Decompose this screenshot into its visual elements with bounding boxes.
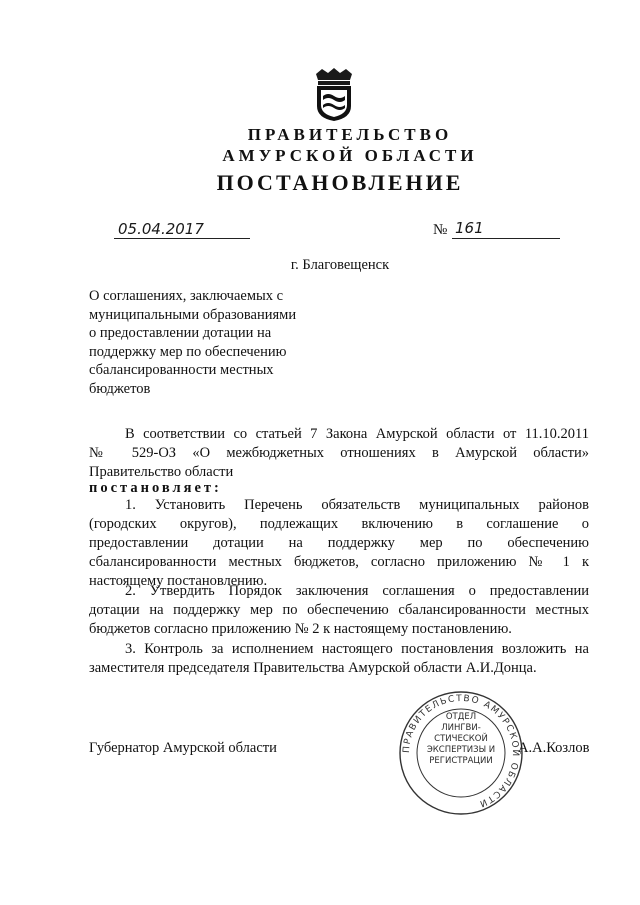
stamp-line: ЛИНГВИ- xyxy=(441,723,481,733)
text-line: сбалансированности местных бюджетов, согласно приложению № 1 к xyxy=(89,554,589,570)
document-number: 161 xyxy=(455,219,484,237)
stamp-line: ОТДЕЛ xyxy=(445,712,477,722)
stamp-line: СТИЧЕСКОЙ xyxy=(434,734,488,744)
date-underline xyxy=(114,238,250,239)
text-line: 2. Утвердить Порядок заключения соглашения о предоставлении xyxy=(125,583,589,599)
coat-of-arms-icon xyxy=(312,66,356,122)
preamble-paragraph xyxy=(89,425,589,482)
signatory-title: Губернатор Амурской области xyxy=(89,740,277,756)
city: г. Благовещенск xyxy=(290,257,390,273)
subject-line: муниципальными образованиями xyxy=(89,306,297,323)
text-line: бюджетов согласно приложению № 2 к настоящему постановлению. xyxy=(89,621,512,637)
text-line: 3. Контроль за исполнением настоящего постановления возложить на xyxy=(125,641,589,657)
item-3-paragraph xyxy=(89,640,589,678)
stamp-line: РЕГИСТРАЦИИ xyxy=(429,756,493,766)
org-name-line2: АМУРСКОЙ ОБЛАСТИ xyxy=(222,146,478,165)
text-line: № 529-ОЗ «О межбюджетных отношениях в Амурской области» xyxy=(89,445,589,461)
number-label: № xyxy=(433,222,448,238)
item-2-paragraph xyxy=(89,582,589,639)
text-line: (городских округов), подлежащих включению в соглашение о xyxy=(89,516,589,532)
text-line: 1. Установить Перечень обязательств муниципальных районов xyxy=(125,497,589,513)
item-1-paragraph xyxy=(89,496,589,591)
text-line: настоящему постановлению. xyxy=(89,573,268,589)
subject-line: сбалансированности местных xyxy=(89,362,274,378)
document-type-title: ПОСТАНОВЛЕНИЕ xyxy=(216,170,464,195)
subject-line: поддержку мер по обеспечению xyxy=(89,343,287,360)
org-name-line1: ПРАВИТЕЛЬСТВО xyxy=(247,125,453,144)
number-underline xyxy=(452,238,560,239)
subject-line: бюджетов xyxy=(89,380,151,397)
subject-line: О соглашениях, заключаемых с xyxy=(89,288,284,304)
document-date: 05.04.2017 xyxy=(118,220,204,238)
document-subject xyxy=(89,287,339,398)
resolve-word: постановляет: xyxy=(89,480,222,496)
text-line: заместителя председателя Правительства Амурской области А.И.Донца. xyxy=(89,660,537,676)
text-line: предоставлении дотации на поддержку мер по обеспечению xyxy=(89,535,589,551)
stamp-line: ЭКСПЕРТИЗЫ И xyxy=(426,745,496,755)
stamp-inner-text xyxy=(425,712,497,767)
signatory-name: А.А.Козлов xyxy=(518,740,590,756)
stamp-ring-text: ПРАВИТЕЛЬСТВО АМУРСКОЙ ОБЛАСТИ xyxy=(401,693,521,809)
subject-line: о предоставлении дотации на xyxy=(89,325,272,341)
text-line: дотации на поддержку мер по обеспечению сбалансированности местных xyxy=(89,602,589,618)
text-line: В соответствии со статьей 7 Закона Амурской области от 11.10.2011 xyxy=(125,426,589,442)
text-line: Правительство области xyxy=(89,464,234,480)
